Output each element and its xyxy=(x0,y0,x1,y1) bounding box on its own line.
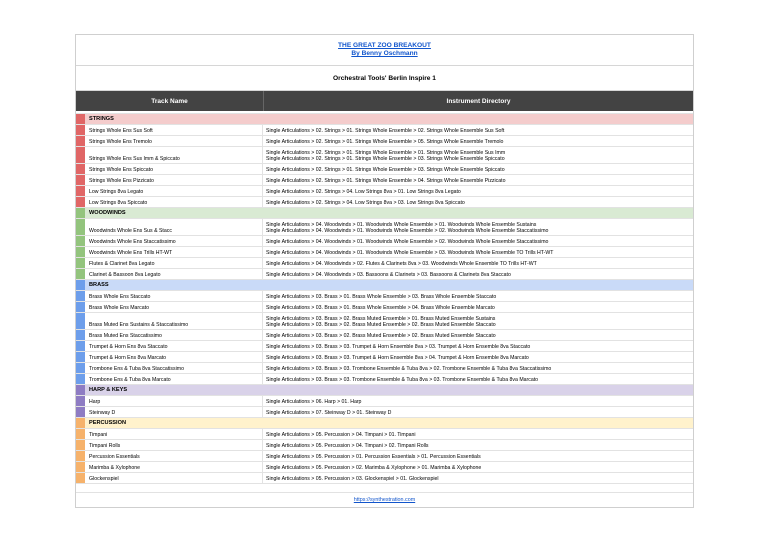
directory-path: Single Articulations > 03. Brass > 01. Brass Whole Ensemble > 03. Brass Whole Ensemble Staccato xyxy=(266,293,497,300)
section-label: PERCUSSION xyxy=(89,420,126,426)
instrument-directory-cell[interactable] xyxy=(263,429,693,439)
table-row xyxy=(76,374,693,385)
section-label: WOODWINDS xyxy=(89,210,126,216)
directory-path: Single Articulations > 03. Brass > 02. Brass Muted Ensemble > 02. Brass Muted Ensemble Staccato xyxy=(266,332,496,339)
track-name-header: Track Name xyxy=(76,91,264,111)
track-name-cell[interactable]: Marimba & Xylophone xyxy=(85,462,263,472)
instrument-directory-cell[interactable] xyxy=(263,451,693,461)
instrument-directory-cell[interactable] xyxy=(263,219,693,235)
section-header-brass xyxy=(76,280,693,291)
row-color-stripe xyxy=(76,136,85,146)
instrument-directory-cell[interactable] xyxy=(263,440,693,450)
directory-path: Single Articulations > 05. Percussion > 04. Timpani > 01. Timpani xyxy=(266,431,416,438)
row-color-stripe xyxy=(76,473,85,483)
row-color-stripe xyxy=(76,302,85,312)
table-row xyxy=(76,197,693,208)
instrument-directory-cell[interactable] xyxy=(263,175,693,185)
instrument-directory-cell[interactable] xyxy=(263,462,693,472)
table-row xyxy=(76,186,693,197)
instrument-directory-cell[interactable] xyxy=(263,269,693,279)
track-name-cell[interactable]: Trumpet & Horn Ens 8va Marcato xyxy=(85,352,263,362)
row-color-stripe xyxy=(76,407,85,417)
track-name-cell[interactable]: Timpani xyxy=(85,429,263,439)
directory-path: Single Articulations > 03. Brass > 02. Brass Muted Ensemble > 02. Brass Muted Ensemble Staccato xyxy=(266,321,496,328)
table-row xyxy=(76,473,693,484)
directory-path: Single Articulations > 04. Woodwinds > 02. Flutes & Clarinets 8va > 03. Woodwinds Whole Ensemble TO Trills HT-WT xyxy=(266,260,537,267)
row-color-stripe xyxy=(76,291,85,301)
track-name-cell[interactable]: Brass Whole Ens Staccato xyxy=(85,291,263,301)
directory-path: Single Articulations > 04. Woodwinds > 01. Woodwinds Whole Ensemble > 02. Woodwinds Whole Ensemble Staccatissimo xyxy=(266,227,549,234)
row-color-stripe xyxy=(76,374,85,384)
spreadsheet xyxy=(75,34,694,508)
directory-path: Single Articulations > 03. Brass > 01. Brass Whole Ensemble > 04. Brass Whole Ensemble Marcato xyxy=(266,304,495,311)
directory-path: Single Articulations > 02. Strings > 01. Strings Whole Ensemble > 02. Strings Whole Ensemble Sus Soft xyxy=(266,127,505,134)
directory-path: Single Articulations > 02. Strings > 01. Strings Whole Ensemble > 05. Strings Whole Ensemble Tremolo xyxy=(266,138,504,145)
track-name-cell[interactable]: Woodwinds Whole Ens Staccatissimo xyxy=(85,236,263,246)
row-color-stripe xyxy=(76,258,85,268)
directory-path: Single Articulations > 05. Percussion > 01. Percussion Essentials > 01. Percussion Essentials xyxy=(266,453,481,460)
author-link[interactable]: By Benny Oschmann xyxy=(351,50,418,57)
track-name-cell[interactable]: Low Strings 8va Legato xyxy=(85,186,263,196)
instrument-directory-cell[interactable] xyxy=(263,374,693,384)
track-name-cell[interactable]: Woodwinds Whole Ens Sus & Stacc xyxy=(85,219,263,235)
row-color-stripe xyxy=(76,197,85,207)
row-color-stripe xyxy=(76,396,85,406)
instrument-directory-cell[interactable] xyxy=(263,363,693,373)
section-label: STRINGS xyxy=(89,116,114,122)
track-name-cell[interactable]: Woodwinds Whole Ens Trills HT-WT xyxy=(85,247,263,257)
table-row xyxy=(76,164,693,175)
track-name-cell[interactable]: Trumpet & Horn Ens 8va Staccato xyxy=(85,341,263,351)
library-title: Orchestral Tools' Berlin Inspire 1 xyxy=(76,66,693,91)
row-color-stripe xyxy=(76,462,85,472)
row-color-stripe xyxy=(76,363,85,373)
instrument-directory-cell[interactable] xyxy=(263,352,693,362)
directory-path: Single Articulations > 07. Steinway D > 01. Steinway D xyxy=(266,409,392,416)
table-row xyxy=(76,451,693,462)
track-name-cell[interactable]: Strings Whole Ens Pizzicato xyxy=(85,175,263,185)
directory-path: Single Articulations > 04. Woodwinds > 01. Woodwinds Whole Ensemble > 01. Woodwinds Whole Ensemble Sustains xyxy=(266,221,537,228)
row-color-stripe xyxy=(76,175,85,185)
row-color-stripe xyxy=(76,147,85,163)
row-color-stripe xyxy=(76,352,85,362)
instrument-directory-cell[interactable] xyxy=(263,330,693,340)
section-color-stripe xyxy=(76,385,85,395)
row-color-stripe xyxy=(76,341,85,351)
instrument-directory-cell[interactable] xyxy=(263,197,693,207)
track-name-cell[interactable]: Strings Whole Ens Sus Soft xyxy=(85,125,263,135)
track-name-cell[interactable]: Brass Whole Ens Marcato xyxy=(85,302,263,312)
table-row xyxy=(76,352,693,363)
section-label: BRASS xyxy=(89,282,109,288)
instrument-directory-cell[interactable] xyxy=(263,186,693,196)
table-row xyxy=(76,396,693,407)
row-color-stripe xyxy=(76,269,85,279)
table-row xyxy=(76,302,693,313)
track-name-cell[interactable]: Glockenspiel xyxy=(85,473,263,483)
table-row xyxy=(76,219,693,236)
instrument-directory-cell[interactable] xyxy=(263,302,693,312)
row-color-stripe xyxy=(76,451,85,461)
track-name-cell[interactable]: Brass Muted Ens Sustains & Staccatissimo xyxy=(85,313,263,329)
instrument-directory-cell[interactable] xyxy=(263,407,693,417)
table-row xyxy=(76,462,693,473)
row-color-stripe xyxy=(76,330,85,340)
track-name-cell[interactable]: Brass Muted Ens Staccatissimo xyxy=(85,330,263,340)
directory-path: Single Articulations > 03. Brass > 03. Trumpet & Horn Ensemble 8va > 04. Trumpet & Horn Ensemble 8va Marcato xyxy=(266,354,529,361)
track-name-cell[interactable]: Trombone Ens & Tuba 8va Marcato xyxy=(85,374,263,384)
instrument-directory-cell[interactable] xyxy=(263,247,693,257)
track-name-cell[interactable]: Strings Whole Ens Spiccato xyxy=(85,164,263,174)
directory-path: Single Articulations > 02. Strings > 04. Low Strings 8va > 01. Low Strings 8va Legato xyxy=(266,188,461,195)
table-body xyxy=(76,114,693,484)
table-row xyxy=(76,236,693,247)
table-row xyxy=(76,136,693,147)
row-color-stripe xyxy=(76,236,85,246)
directory-path: Single Articulations > 02. Strings > 01. Strings Whole Ensemble > 04. Strings Whole Ensemble Pizzicato xyxy=(266,177,506,184)
instrument-directory-cell[interactable] xyxy=(263,136,693,146)
instrument-directory-cell[interactable] xyxy=(263,258,693,268)
instrument-directory-cell[interactable] xyxy=(263,313,693,329)
section-color-stripe xyxy=(76,208,85,218)
section-header-strings xyxy=(76,114,693,125)
row-color-stripe xyxy=(76,440,85,450)
table-row xyxy=(76,440,693,451)
title-block xyxy=(76,35,693,66)
document-title[interactable]: THE GREAT ZOO BREAKOUT xyxy=(338,42,431,49)
directory-path: Single Articulations > 05. Percussion > 02. Marimba & Xylophone > 01. Marimba & Xylophone xyxy=(266,464,482,471)
row-color-stripe xyxy=(76,429,85,439)
section-color-stripe xyxy=(76,280,85,290)
section-color-stripe xyxy=(76,114,85,124)
track-name-cell[interactable]: Trombone Ens & Tuba 8va Staccatissimo xyxy=(85,363,263,373)
row-color-stripe xyxy=(76,247,85,257)
row-color-stripe xyxy=(76,125,85,135)
section-header-harpkeys xyxy=(76,385,693,396)
table-row xyxy=(76,247,693,258)
directory-path: Single Articulations > 03. Brass > 03. Trumpet & Horn Ensemble 8va > 03. Trumpet & Horn Ensemble 8va Staccato xyxy=(266,343,531,350)
directory-path: Single Articulations > 02. Strings > 01. Strings Whole Ensemble > 01. Strings Whole Ensemble Sus Imm xyxy=(266,149,506,156)
table-row xyxy=(76,407,693,418)
directory-path: Single Articulations > 03. Brass > 03. Trombone Ensemble & Tuba 8va > 02. Trombone Ensemble & Tuba 8va Staccatissimo xyxy=(266,365,552,372)
table-row xyxy=(76,147,693,164)
directory-path: Single Articulations > 04. Woodwinds > 01. Woodwinds Whole Ensemble > 03. Woodwinds Whole Ensemble TO Trills HT-WT xyxy=(266,249,554,256)
table-row xyxy=(76,363,693,374)
directory-path: Single Articulations > 03. Brass > 02. Brass Muted Ensemble > 01. Brass Muted Ensemble Sustains xyxy=(266,315,496,322)
instrument-directory-cell[interactable] xyxy=(263,341,693,351)
instrument-directory-cell[interactable] xyxy=(263,396,693,406)
section-color-stripe xyxy=(76,418,85,428)
instrument-directory-cell[interactable] xyxy=(263,147,693,163)
instrument-directory-cell[interactable] xyxy=(263,291,693,301)
directory-path: Single Articulations > 05. Percussion > 03. Glockenspiel > 01. Glockenspiel xyxy=(266,475,439,482)
directory-path: Single Articulations > 02. Strings > 01. Strings Whole Ensemble > 03. Strings Whole Ensemble Spiccato xyxy=(266,155,505,162)
instrument-directory-header: Instrument Directory xyxy=(446,97,511,105)
instrument-directory-cell[interactable] xyxy=(263,236,693,246)
table-row xyxy=(76,258,693,269)
track-name-cell[interactable]: Strings Whole Ens Tremolo xyxy=(85,136,263,146)
section-header-percussion xyxy=(76,418,693,429)
directory-path: Single Articulations > 02. Strings > 04. Low Strings 8va > 03. Low Strings 8va Spiccato xyxy=(266,199,465,206)
track-name-cell[interactable]: Harp xyxy=(85,396,263,406)
row-color-stripe xyxy=(76,313,85,329)
table-row xyxy=(76,291,693,302)
track-name-cell[interactable]: Steinway D xyxy=(85,407,263,417)
row-color-stripe xyxy=(76,219,85,235)
directory-path: Single Articulations > 06. Harp > 01. Harp xyxy=(266,398,362,405)
track-name-cell[interactable]: Low Strings 8va Spiccato xyxy=(85,197,263,207)
track-name-cell[interactable]: Strings Whole Ens Sus Imm & Spiccato xyxy=(85,147,263,163)
directory-path: Single Articulations > 03. Brass > 03. Trombone Ensemble & Tuba 8va > 03. Trombone Ensemble & Tuba 8va Marcato xyxy=(266,376,539,383)
footer-link[interactable]: https://synthestration.com xyxy=(76,493,693,508)
track-name-cell[interactable]: Timpani Rolls xyxy=(85,440,263,450)
table-row xyxy=(76,313,693,330)
instrument-directory-cell[interactable] xyxy=(263,164,693,174)
table-row xyxy=(76,341,693,352)
track-name-cell[interactable]: Clarinet & Bassoon 8va Legato xyxy=(85,269,263,279)
directory-path: Single Articulations > 02. Strings > 01. Strings Whole Ensemble > 03. Strings Whole Ensemble Spiccato xyxy=(266,166,505,173)
directory-path: Single Articulations > 04. Woodwinds > 03. Bassoons & Clarinets > 03. Bassoons & Clarinets 8va Staccato xyxy=(266,271,511,278)
row-color-stripe xyxy=(76,186,85,196)
table-row xyxy=(76,269,693,280)
directory-path: Single Articulations > 04. Woodwinds > 01. Woodwinds Whole Ensemble > 02. Woodwinds Whole Ensemble Staccatissimo xyxy=(266,238,549,245)
instrument-directory-cell[interactable] xyxy=(263,473,693,483)
table-row xyxy=(76,330,693,341)
blank-row xyxy=(76,484,693,493)
section-header-woodwinds xyxy=(76,208,693,219)
instrument-directory-cell[interactable] xyxy=(263,125,693,135)
table-row xyxy=(76,125,693,136)
section-label: HARP & KEYS xyxy=(89,387,128,393)
column-header-row xyxy=(76,91,693,111)
track-name-cell[interactable]: Flutes & Clarinet 8va Legato xyxy=(85,258,263,268)
table-row xyxy=(76,175,693,186)
table-row xyxy=(76,429,693,440)
directory-path: Single Articulations > 05. Percussion > 04. Timpani > 02. Timpani Rolls xyxy=(266,442,429,449)
track-name-cell[interactable]: Percussion Essentials xyxy=(85,451,263,461)
row-color-stripe xyxy=(76,164,85,174)
